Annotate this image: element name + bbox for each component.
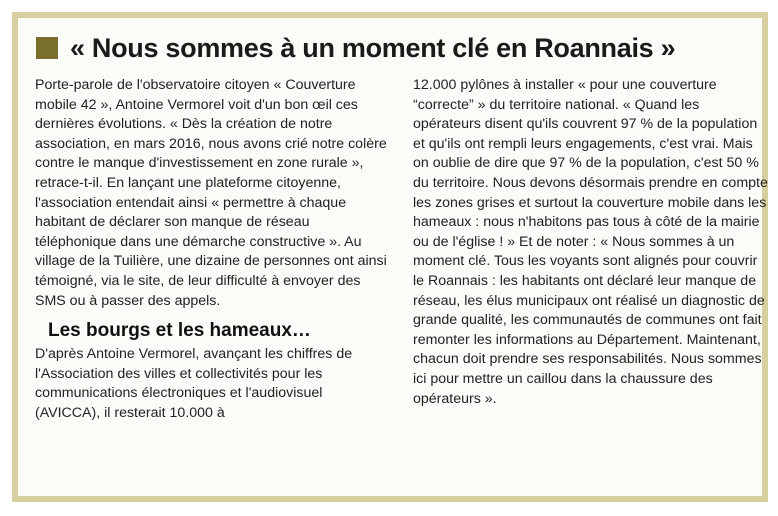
article-headline: « Nous sommes à un moment clé en Roannais » [70,32,676,63]
left-column [35,76,387,424]
headline-marker [36,37,58,59]
section-paragraph: D'après Antoine Vermorel, avançant les chiffres de l'Association des villes et collectivités pour les communications électroniques et l'audiovisuel (AVICCA), il resterait 10.000 à [35,346,353,421]
intro-paragraph: Porte-parole de l'observatoire citoyen « Couverture mobile 42 », Antoine Vermorel voit d'un bon œil ces dernières évolutions. « Dès la création de notre association, en mars 2016, nous avons crié notre colère contre le manque d'investissement en zone rurale », retrace-t-il. En lançant une plateforme citoyenne, l'association entendait ainsi « permettre à chaque habitant de déclarer son manque de réseau téléphonique dans une démarche constructive ». Au village de la Tuilière, une dizaine de personnes ont ainsi témoigné, via le site, de leur difficulté à envoyer des SMS ou à passer des appels. [35,77,387,309]
headline-row [36,28,756,68]
right-column [413,76,769,409]
continuation-paragraph: 12.000 pylônes à installer « pour une couverture “correcte” » du territoire national. « Quand les opérateurs disent qu'ils couvrent 97 % de la population et qu'ils ont rempli leurs engagements, c'est vrai. Mais on oublie de dire que 97 % de la population, c'est 50 % du territoire. Nous devons désormais prendre en compte les zones grises et surtout la couverture mobile dans les hameaux : nous n'habitons pas tous à côté de la mairie ou de l'église ! » Et de noter : « Nous sommes à un moment clé. Tous les voyants sont alignés pour couvrir le Roannais : les habitants ont déclaré leur manque de réseau, les élus municipaux ont réalisé un diagnostic de grande qualité, les communautés de communes ont fait remonter les informations au Département. Maintenant, chacun doit prendre ses responsabilités. Nous sommes ici pour mettre un caillou dans la chaussure des opérateurs ». [413,77,768,407]
subheading: Les bourgs et les hameaux… [48,320,311,342]
top-strip [0,0,778,10]
